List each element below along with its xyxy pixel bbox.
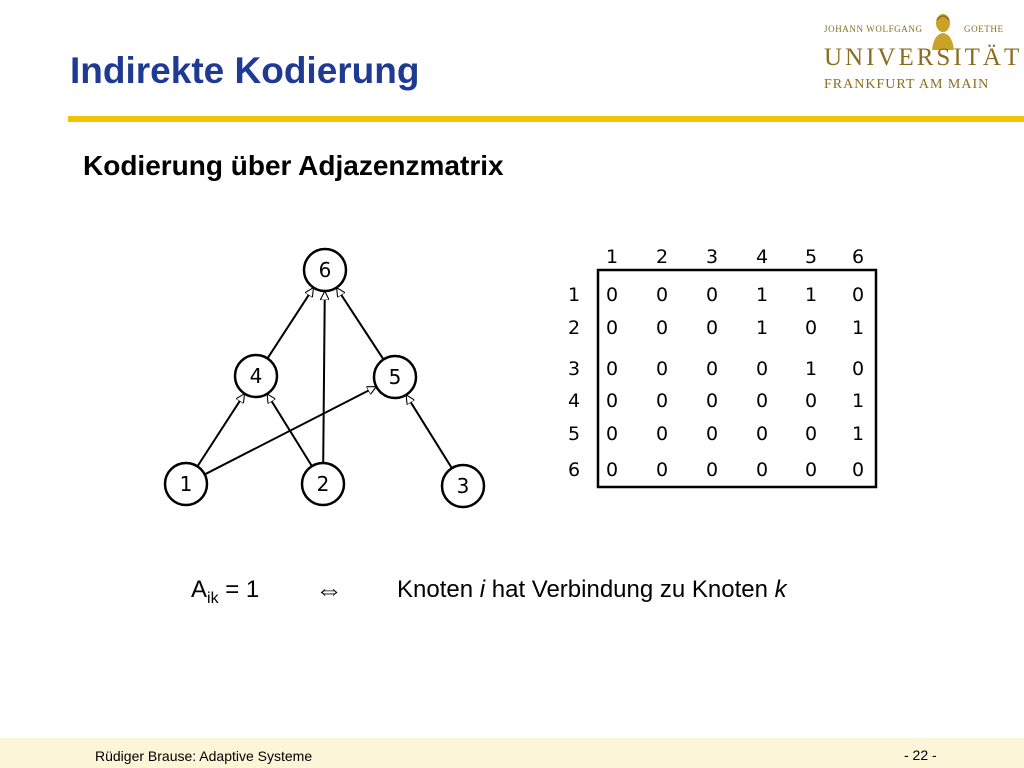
footer-page-number: - 22 -	[904, 747, 937, 763]
matrix-col-label: 6	[851, 246, 865, 268]
edge-4-to-6	[267, 288, 313, 358]
matrix-cell: 0	[705, 358, 719, 380]
matrix-cell: 1	[804, 358, 818, 380]
matrix-cell: 0	[705, 423, 719, 445]
matrix-cell: 0	[851, 358, 865, 380]
slide-subtitle: Kodierung über Adjazenzmatrix	[83, 150, 504, 181]
matrix-col-label: 3	[705, 246, 719, 268]
formula-var-k: k	[774, 576, 787, 603]
matrix-row-labels	[568, 284, 580, 481]
matrix-row-label: 3	[567, 358, 581, 380]
matrix-cell: 0	[851, 459, 865, 481]
matrix-cell: 0	[705, 390, 719, 412]
matrix-cell: 1	[755, 317, 769, 339]
matrix-row-label: 5	[567, 423, 581, 445]
slide-title: Indirekte Kodierung	[70, 50, 420, 91]
adjacency-matrix	[568, 246, 876, 487]
matrix-cell: 1	[851, 317, 865, 339]
matrix-cell: 1	[804, 284, 818, 306]
matrix-cell: 0	[755, 459, 769, 481]
matrix-cell: 0	[655, 390, 669, 412]
formula-subscript: ik	[207, 589, 219, 607]
edge-2-to-6	[323, 292, 325, 463]
matrix-cells	[606, 284, 864, 481]
matrix-row-label: 1	[567, 284, 581, 306]
matrix-row-label: 4	[567, 390, 581, 412]
matrix-cell: 1	[755, 284, 769, 306]
matrix-cell: 0	[851, 284, 865, 306]
graph-node-label-6: 6	[318, 258, 332, 282]
matrix-cell: 0	[755, 423, 769, 445]
matrix-cell: 0	[804, 459, 818, 481]
formula-a: A	[191, 576, 208, 603]
matrix-col-label: 4	[755, 246, 769, 268]
edge-5-to-6	[337, 288, 383, 359]
logo-top-left-text: JOHANN WOLFGANG	[824, 24, 923, 34]
graph-node-label-1: 1	[179, 472, 193, 496]
matrix-cell: 0	[705, 459, 719, 481]
matrix-cell: 0	[655, 423, 669, 445]
edge-1-to-4	[197, 394, 244, 466]
footer-bar	[0, 738, 1024, 768]
matrix-cell: 0	[655, 317, 669, 339]
formula-equals: = 1	[218, 576, 260, 603]
matrix-cell: 0	[605, 423, 619, 445]
matrix-cell: 1	[851, 423, 865, 445]
formula-description	[397, 576, 787, 604]
equivalence-arrow-icon: ⇔	[315, 574, 343, 605]
matrix-cell: 0	[755, 358, 769, 380]
matrix-col-label: 1	[605, 246, 619, 268]
formula-var-i: i	[479, 576, 486, 603]
matrix-cell: 0	[804, 423, 818, 445]
matrix-cell: 0	[705, 317, 719, 339]
matrix-cell: 0	[705, 284, 719, 306]
graph-node-label-5: 5	[388, 365, 402, 389]
matrix-cell: 0	[605, 390, 619, 412]
matrix-cell: 0	[605, 284, 619, 306]
graph-node-label-2: 2	[316, 472, 330, 496]
matrix-row-label: 2	[567, 317, 581, 339]
matrix-cell: 0	[655, 358, 669, 380]
formula-desc-part2: hat Verbindung zu Knoten	[485, 576, 775, 603]
matrix-column-labels	[606, 246, 864, 268]
formula-desc-part1: Knoten	[397, 576, 480, 603]
edge-3-to-5	[407, 396, 452, 469]
logo-university-name: UNIVERSITÄT	[824, 44, 1023, 71]
matrix-frame	[598, 270, 876, 487]
graph-node-label-4: 4	[249, 364, 263, 388]
edge-2-to-4	[268, 395, 312, 466]
matrix-cell: 0	[605, 459, 619, 481]
logo-top-right-text: GOETHE	[964, 24, 1004, 34]
matrix-row-label: 6	[567, 459, 581, 481]
matrix-cell: 0	[605, 317, 619, 339]
matrix-cell: 0	[804, 317, 818, 339]
formula-line	[191, 574, 787, 608]
matrix-cell: 0	[755, 390, 769, 412]
matrix-col-label: 5	[804, 246, 818, 268]
footer-author: Rüdiger Brause: Adaptive Systeme	[95, 748, 313, 764]
matrix-cell: 0	[605, 358, 619, 380]
matrix-cell: 1	[851, 390, 865, 412]
matrix-cell: 0	[804, 390, 818, 412]
matrix-col-label: 2	[655, 246, 669, 268]
matrix-cell: 0	[655, 459, 669, 481]
logo-city: FRANKFURT AM MAIN	[824, 77, 990, 92]
matrix-cell: 0	[655, 284, 669, 306]
graph-node-label-3: 3	[456, 474, 470, 498]
